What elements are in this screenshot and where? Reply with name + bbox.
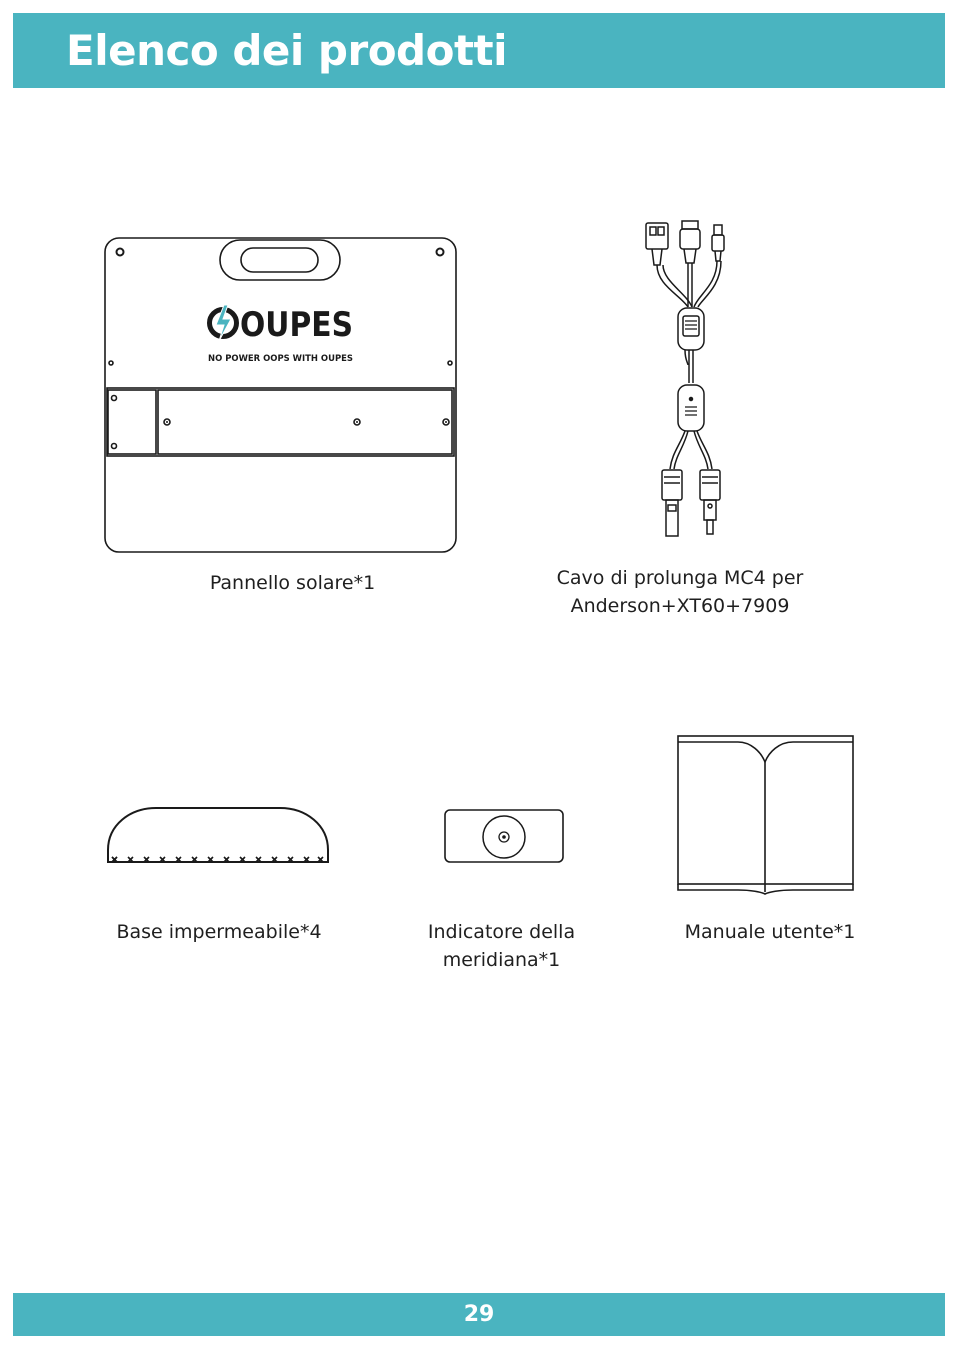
page-number: 29 — [463, 1302, 495, 1327]
sundial-indicator-illustration — [440, 805, 568, 867]
solar-panel-illustration — [100, 232, 462, 558]
logo-wordmark: OUPES — [240, 305, 353, 345]
caption-extension-cable: Cavo di prolunga MC4 per Anderson+XT60+7909 — [556, 567, 804, 617]
oupes-logo — [208, 305, 353, 364]
extension-cable-illustration — [630, 215, 740, 545]
caption-waterproof-base: Base impermeabile*4 — [116, 921, 322, 943]
waterproof-base-illustration — [100, 800, 336, 872]
page-header — [13, 13, 945, 88]
logo-tagline: NO POWER OOPS WITH OUPES — [208, 354, 353, 364]
user-manual-illustration — [673, 730, 859, 900]
caption-user-manual: Manuale utente*1 — [684, 921, 856, 943]
page-title: Elenco dei prodotti — [66, 26, 508, 75]
page-footer — [13, 1293, 945, 1336]
caption-solar-panel: Pannello solare*1 — [209, 572, 376, 594]
caption-sundial-indicator: Indicatore della meridiana*1 — [427, 921, 576, 971]
